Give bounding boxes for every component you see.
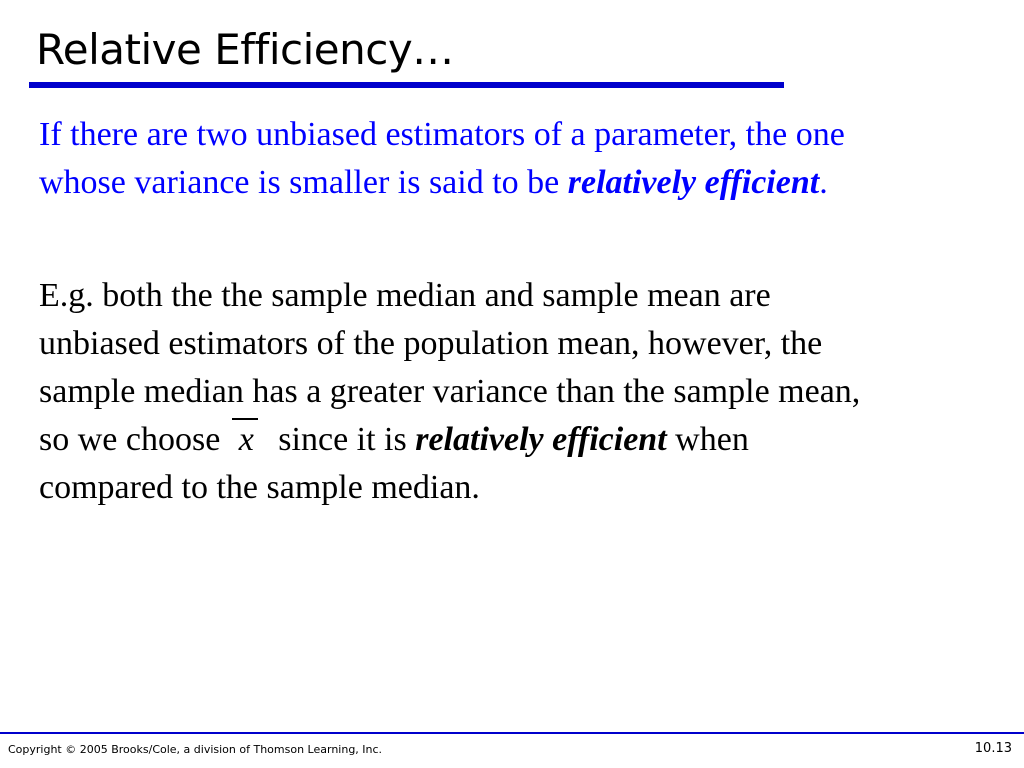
example-line-4-end: when (666, 421, 749, 458)
example-line-1: E.g. both the the sample median and sample mean are (39, 277, 771, 314)
overline (232, 418, 258, 420)
definition-paragraph (39, 111, 845, 207)
definition-line-2-start: whose variance is smaller is said to be (39, 164, 568, 201)
example-line-3: sample median has a greater variance than the sample mean, (39, 373, 861, 410)
slide-number: 10.13 (974, 741, 1012, 756)
definition-line-1: If there are two unbiased estimators of a parameter, the one (39, 116, 845, 153)
example-paragraph (39, 272, 860, 512)
example-line-5: compared to the sample median. (39, 469, 480, 506)
example-term: relatively efficient (415, 421, 667, 458)
definition-line-2-end: . (819, 164, 828, 201)
x-bar-symbol (228, 416, 264, 464)
slide-title: Relative Efficiency… (36, 25, 454, 74)
example-line-4-start: so we choose (39, 421, 221, 458)
example-line-4-middle: since it is (278, 421, 416, 458)
x-bar-letter: x (238, 421, 254, 458)
footer-divider (0, 732, 1024, 734)
footer-copyright: Copyright © 2005 Brooks/Cole, a division of Thomson Learning, Inc. (8, 743, 383, 756)
title-underline (29, 82, 784, 88)
definition-term: relatively efficient (567, 164, 820, 201)
example-line-2: unbiased estimators of the population mean, however, the (39, 325, 823, 362)
